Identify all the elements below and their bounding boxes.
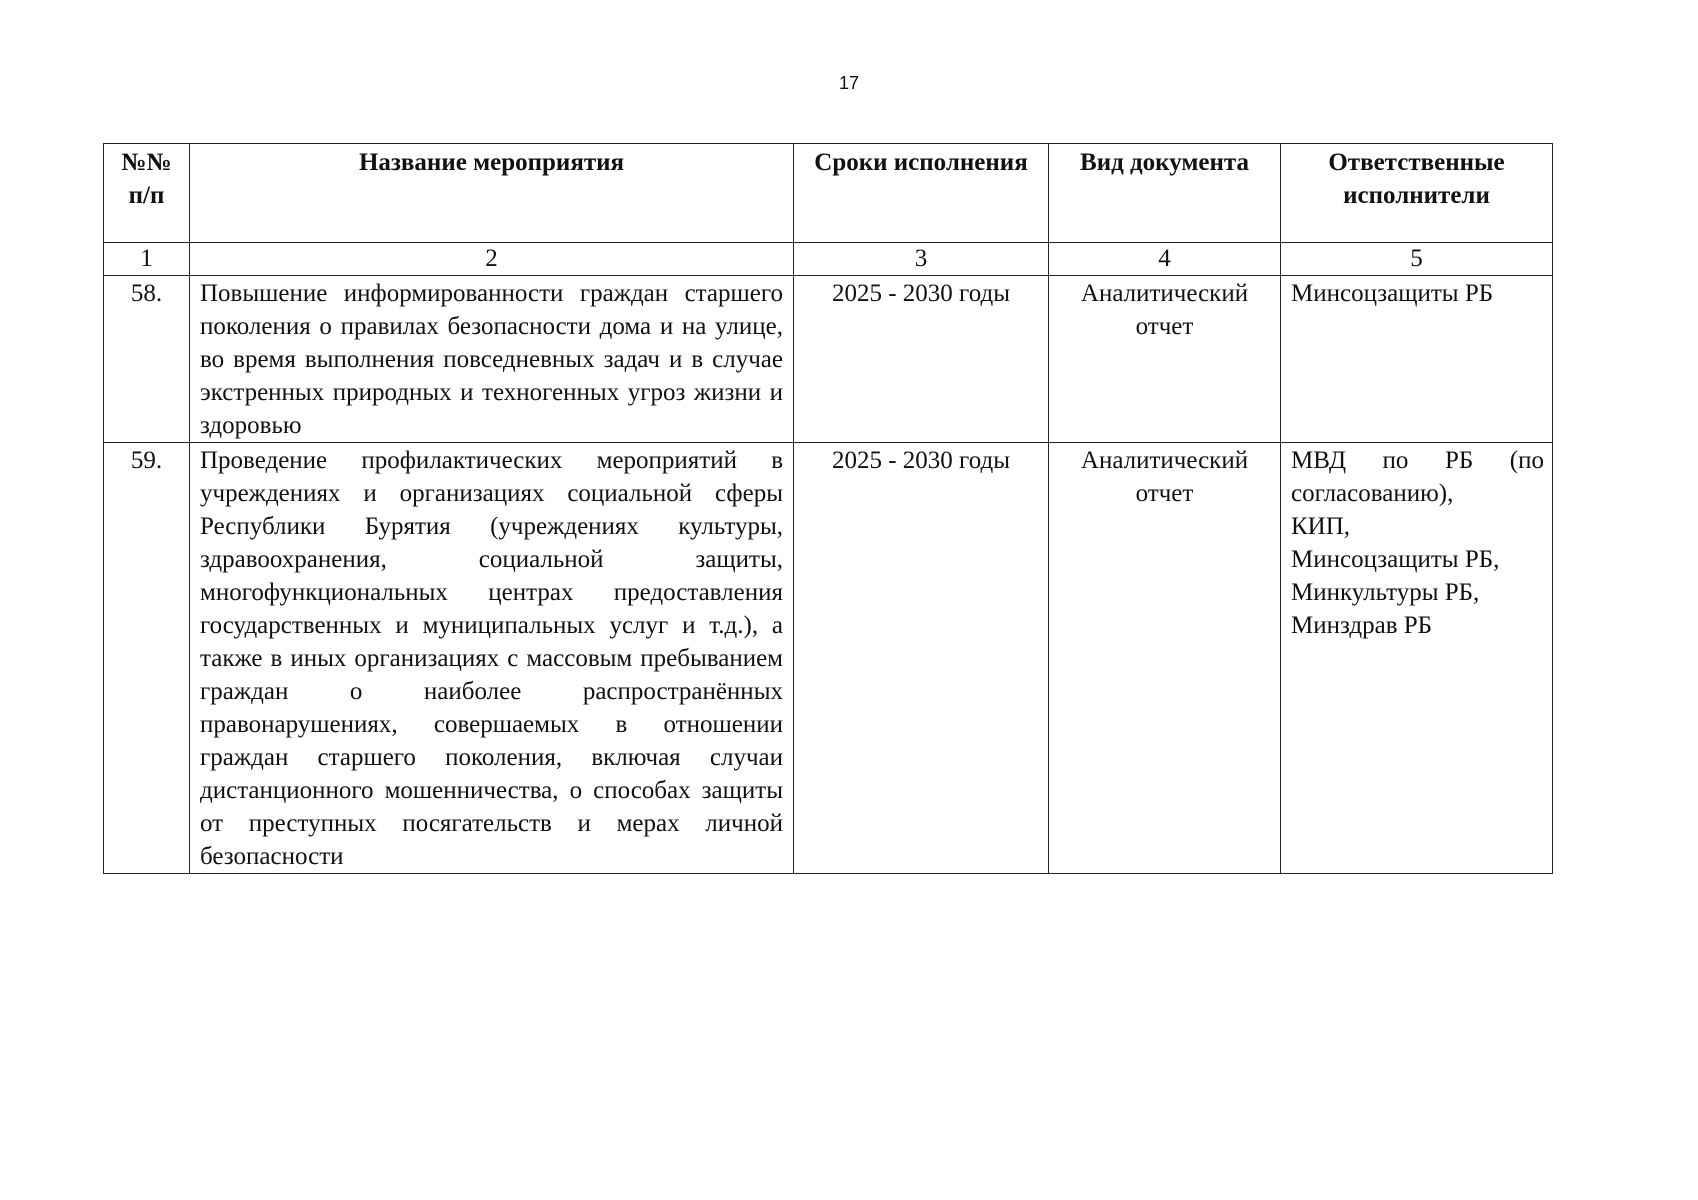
table-header-row: [104, 144, 1553, 243]
action-plan-table: [103, 143, 1553, 874]
column-number: 5: [1281, 243, 1553, 276]
responsible-item: Минсоцзащиты РБ,: [1291, 546, 1500, 573]
responsible: [1281, 276, 1553, 443]
document-type: Аналитический отчет: [1049, 276, 1281, 443]
event-name: Повышение информированности граждан старшего поколения о правилах безопасности дома и на улице, во время выполнения повседневных задач и в случае экстренных природных и техногенных угроз жизни и здоровью: [190, 276, 794, 443]
table-row: [104, 276, 1553, 443]
deadline: 2025 - 2030 годы: [794, 443, 1049, 874]
responsible-item: Минсоцзащиты РБ: [1291, 280, 1494, 307]
responsible-item: МВД по РБ (по согласованию),: [1291, 447, 1544, 507]
column-number: 3: [794, 243, 1049, 276]
column-number-row: [104, 243, 1553, 276]
event-name: Проведение профилактических мероприятий в учреждениях и организациях социальной сферы Республики Бурятия (учреждениях культуры, здравоохранения, социальной защиты, многофункциональных центрах предоставления государственных и муниципальных услуг и т.д.), а также в иных организациях с массовым пребыванием граждан о наиболее распространённых правонарушениях, совершаемых в отношении граждан старшего поколения, включая случаи дистанционного мошенничества, о способах защиты от преступных посягательств и мерах личной безопасности: [190, 443, 794, 874]
header-event-name: Название мероприятия: [190, 144, 794, 243]
column-number: 1: [104, 243, 190, 276]
responsible-item: КИП,: [1291, 513, 1351, 540]
table-row: [104, 443, 1553, 874]
deadline: 2025 - 2030 годы: [794, 276, 1049, 443]
column-number: 4: [1049, 243, 1281, 276]
responsible: [1281, 443, 1553, 874]
header-deadline: Сроки исполнения: [794, 144, 1049, 243]
column-number: 2: [190, 243, 794, 276]
header-document-type: Вид документа: [1049, 144, 1281, 243]
header-responsible: Ответственные исполнители: [1281, 144, 1553, 243]
responsible-item: Минздрав РБ: [1291, 612, 1433, 639]
page-number: 17: [838, 73, 860, 93]
row-number: 59.: [104, 443, 190, 874]
document-type: Аналитический отчет: [1049, 443, 1281, 874]
header-number: №№ п/п: [104, 144, 190, 243]
responsible-item: Минкультуры РБ,: [1291, 579, 1480, 606]
row-number: 58.: [104, 276, 190, 443]
